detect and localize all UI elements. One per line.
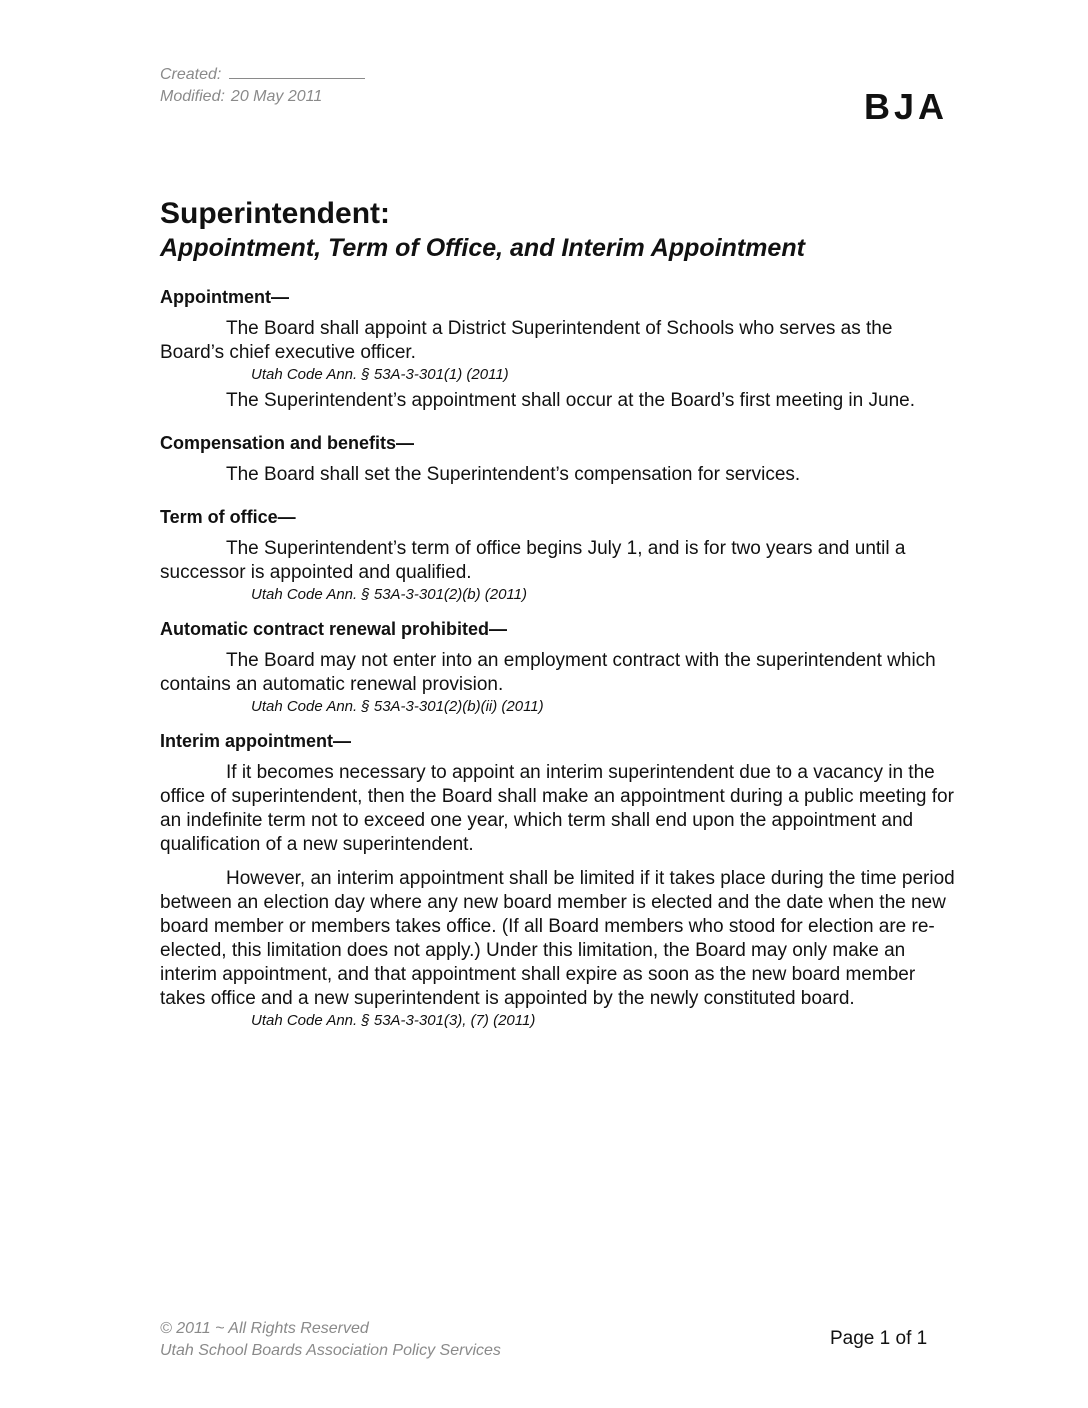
modified-value: 20 May 2011 [230,88,323,105]
created-blank-field [229,64,365,79]
section-heading: Term of office— [160,507,296,527]
policy-code: BJA [864,86,949,127]
paragraph: The Superintendent’s appointment shall occur at the Board’s first meeting in June. [226,390,915,411]
page-subtitle: Appointment, Term of Office, and Interim Appointment [160,234,805,262]
created-label: Created: [160,66,222,83]
citation: Utah Code Ann. § 53A-3-301(3), (7) (2011) [251,1012,536,1029]
created-line [160,64,365,86]
footer-credits [160,1318,501,1362]
paragraph: The Board shall set the Superintendent’s compensation for services. [226,464,801,485]
section-appointment [160,283,960,413]
modified-label: Modified: [160,88,225,105]
copyright-text: © 2011 ~ All Rights Reserved [160,1320,369,1337]
section-heading: Appointment— [160,287,289,307]
section-compensation [160,429,960,487]
organization-text: Utah School Boards Association Policy Services [160,1342,501,1359]
section-heading: Interim appointment— [160,731,352,751]
section-heading: Compensation and benefits— [160,433,415,453]
section-renewal-prohibited [160,615,960,717]
section-interim-appointment [160,727,960,1031]
modified-line [160,86,365,108]
policy-content [160,283,960,1031]
citation: Utah Code Ann. § 53A-3-301(1) (2011) [251,366,509,383]
paragraph: The Superintendent’s term of office begins July 1, and is for two years and until a successor is appointed and qualified. [160,538,906,583]
page-title: Superintendent: [160,197,390,230]
paragraph: However, an interim appointment shall be limited if it takes place during the time period between an election day where any new board member is elected and the date when the new board member or members takes office. (If all Board members who stood for election are re-elected, this limitation does not apply.) Under this limitation, the Board may only make an interim appointment, and that appointment shall expire as soon as the new board member takes office and a new superintendent is appointed by the newly constituted board. [160,868,955,1009]
section-heading: Automatic contract renewal prohibited— [160,619,508,639]
section-term-of-office [160,503,960,605]
citation: Utah Code Ann. § 53A-3-301(2)(b) (2011) [251,586,527,603]
paragraph: The Board may not enter into an employment contract with the superintendent which contains an automatic renewal provision. [160,650,936,695]
title-block [160,196,960,264]
paragraph: The Board shall appoint a District Superintendent of Schools who serves as the Board’s chief executive officer. [160,318,893,363]
paragraph: If it becomes necessary to appoint an interim superintendent due to a vacancy in the office of superintendent, then the Board shall make an appointment during a public meeting for an indefinite term not to exceed one year, which term shall end upon the appointment and qualification of a new superintendent. [160,762,954,855]
page-number: Page 1 of 1 [830,1328,928,1349]
citation: Utah Code Ann. § 53A-3-301(2)(b)(ii) (2011) [251,698,544,715]
document-metadata [160,64,365,108]
